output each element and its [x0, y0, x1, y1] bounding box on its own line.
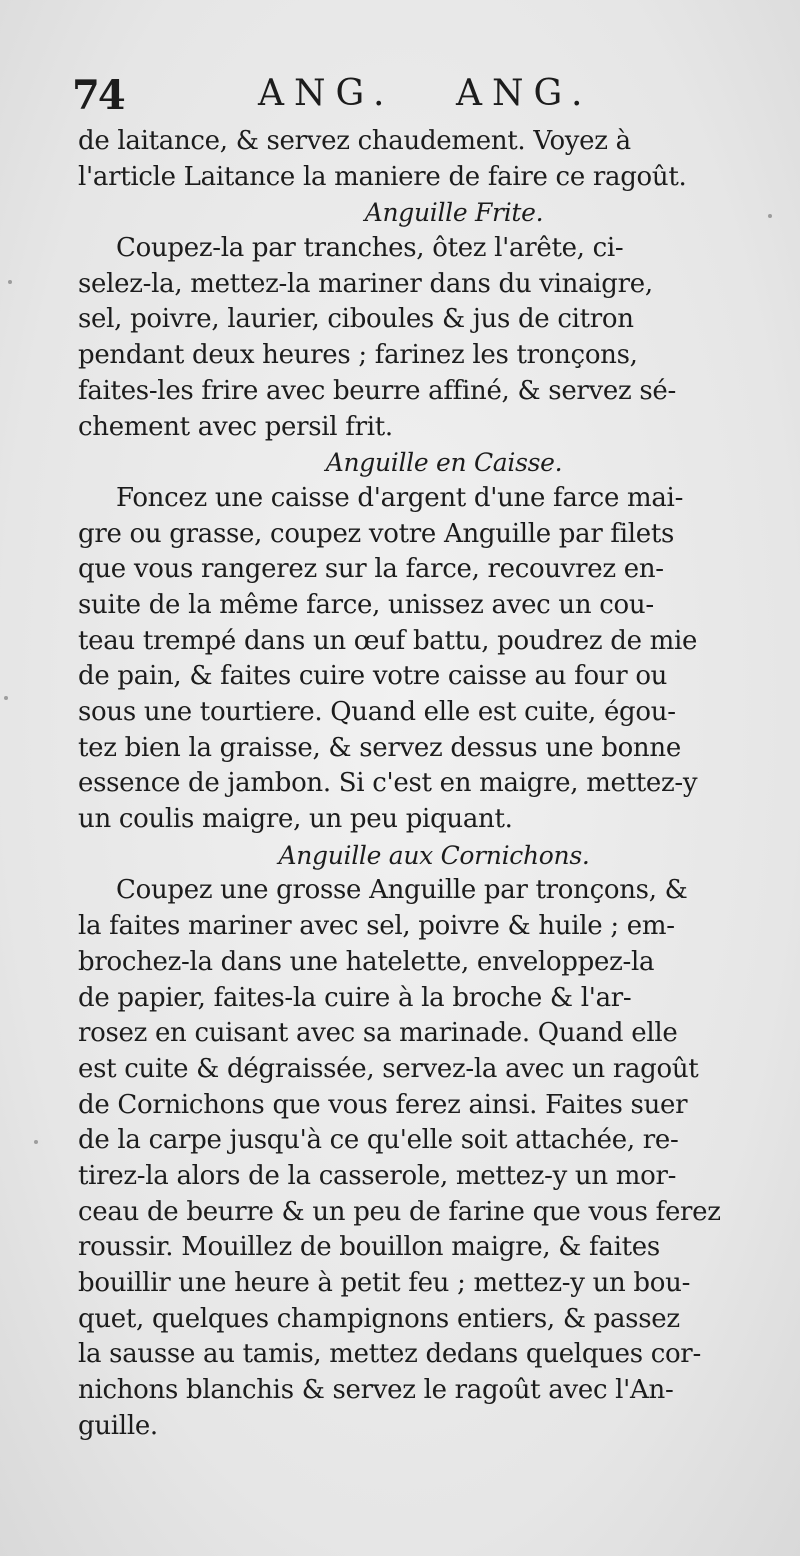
text-line: selez-la, mettez-la mariner dans du vinaigre, [78, 268, 653, 299]
text-line: quet, quelques champignons entiers, & passez [78, 1303, 680, 1334]
paper-speck [8, 280, 12, 284]
text-line: de la carpe jusqu'à ce qu'elle soit attachée, re- [78, 1125, 679, 1156]
page-number: 74 [72, 72, 124, 119]
text-line: teau trempé dans un œuf battu, poudrez de mie [78, 625, 698, 656]
text-line: faites-les frire avec beurre affiné, & servez sé- [78, 375, 676, 406]
text-line: chement avec persil frit. [78, 411, 393, 442]
text-line: de laitance, & servez chaudement. Voyez à [78, 126, 631, 156]
page-header [72, 70, 712, 128]
text-line: de papier, faites-la cuire à la broche & l'ar- [78, 982, 632, 1013]
text-line: que vous rangerez sur la farce, recouvrez en- [78, 554, 664, 585]
text-line: un coulis maigre, un peu piquant. [78, 804, 513, 835]
paper-speck [768, 214, 772, 218]
section-heading-anguille-aux-cornichons: Anguille aux Cornichons. [278, 840, 590, 870]
section-heading-anguille-frite: Anguille Frite. [364, 198, 544, 228]
text-line: sel, poivre, laurier, ciboules & jus de citron [78, 304, 634, 335]
text-line: brochez-la dans une hatelette, enveloppez-la [78, 946, 655, 977]
text-line: ceau de beurre & un peu de farine que vous ferez [78, 1196, 721, 1227]
text-line: pendant deux heures ; farinez les tronçons, [78, 340, 638, 371]
running-head-right: ANG. [456, 73, 593, 114]
text-line: de Cornichons que vous ferez ainsi. Faites suer [78, 1089, 688, 1120]
text-line: nichons blanchis & servez le ragoût avec l'An- [78, 1375, 674, 1406]
text-line: est cuite & dégraissée, servez-la avec un ragoût [78, 1053, 699, 1084]
running-head-left: ANG. [258, 73, 395, 114]
text-line: de pain, & faites cuire votre caisse au four ou [78, 661, 668, 692]
text-line: roussir. Mouillez de bouillon maigre, & faites [78, 1232, 660, 1263]
body-text [78, 124, 790, 1444]
text-line: gre ou grasse, coupez votre Anguille par filets [78, 518, 675, 549]
text-line: guille. [78, 1410, 158, 1441]
paper-speck [4, 696, 8, 700]
text-line: Coupez-la par tranches, ôtez l'arête, ci- [116, 233, 624, 264]
text-line: tez bien la graisse, & servez dessus une bonne [78, 732, 681, 763]
section-heading-anguille-en-caisse: Anguille en Caisse. [325, 448, 563, 478]
paper-speck [34, 1140, 38, 1144]
text-line: l'article Laitance la maniere de faire ce ragoût. [78, 161, 687, 192]
text-line: suite de la même farce, unissez avec un cou- [78, 589, 654, 620]
text-line: la faites mariner avec sel, poivre & huile ; em- [78, 911, 675, 942]
text-line: rosez en cuisant avec sa marinade. Quand elle [78, 1018, 678, 1049]
text-line: bouillir une heure à petit feu ; mettez-y un bou- [78, 1268, 691, 1298]
text-line: la sausse au tamis, mettez dedans quelques cor- [78, 1339, 701, 1370]
text-line: Foncez une caisse d'argent d'une farce mai- [116, 482, 684, 513]
text-line: Coupez une grosse Anguille par tronçons, & [116, 875, 688, 906]
text-line: tirez-la alors de la casserole, mettez-y un mor- [78, 1160, 677, 1191]
text-line: sous une tourtiere. Quand elle est cuite, égou- [78, 697, 676, 727]
text-line: essence de jambon. Si c'est en maigre, mettez-y [78, 768, 698, 799]
